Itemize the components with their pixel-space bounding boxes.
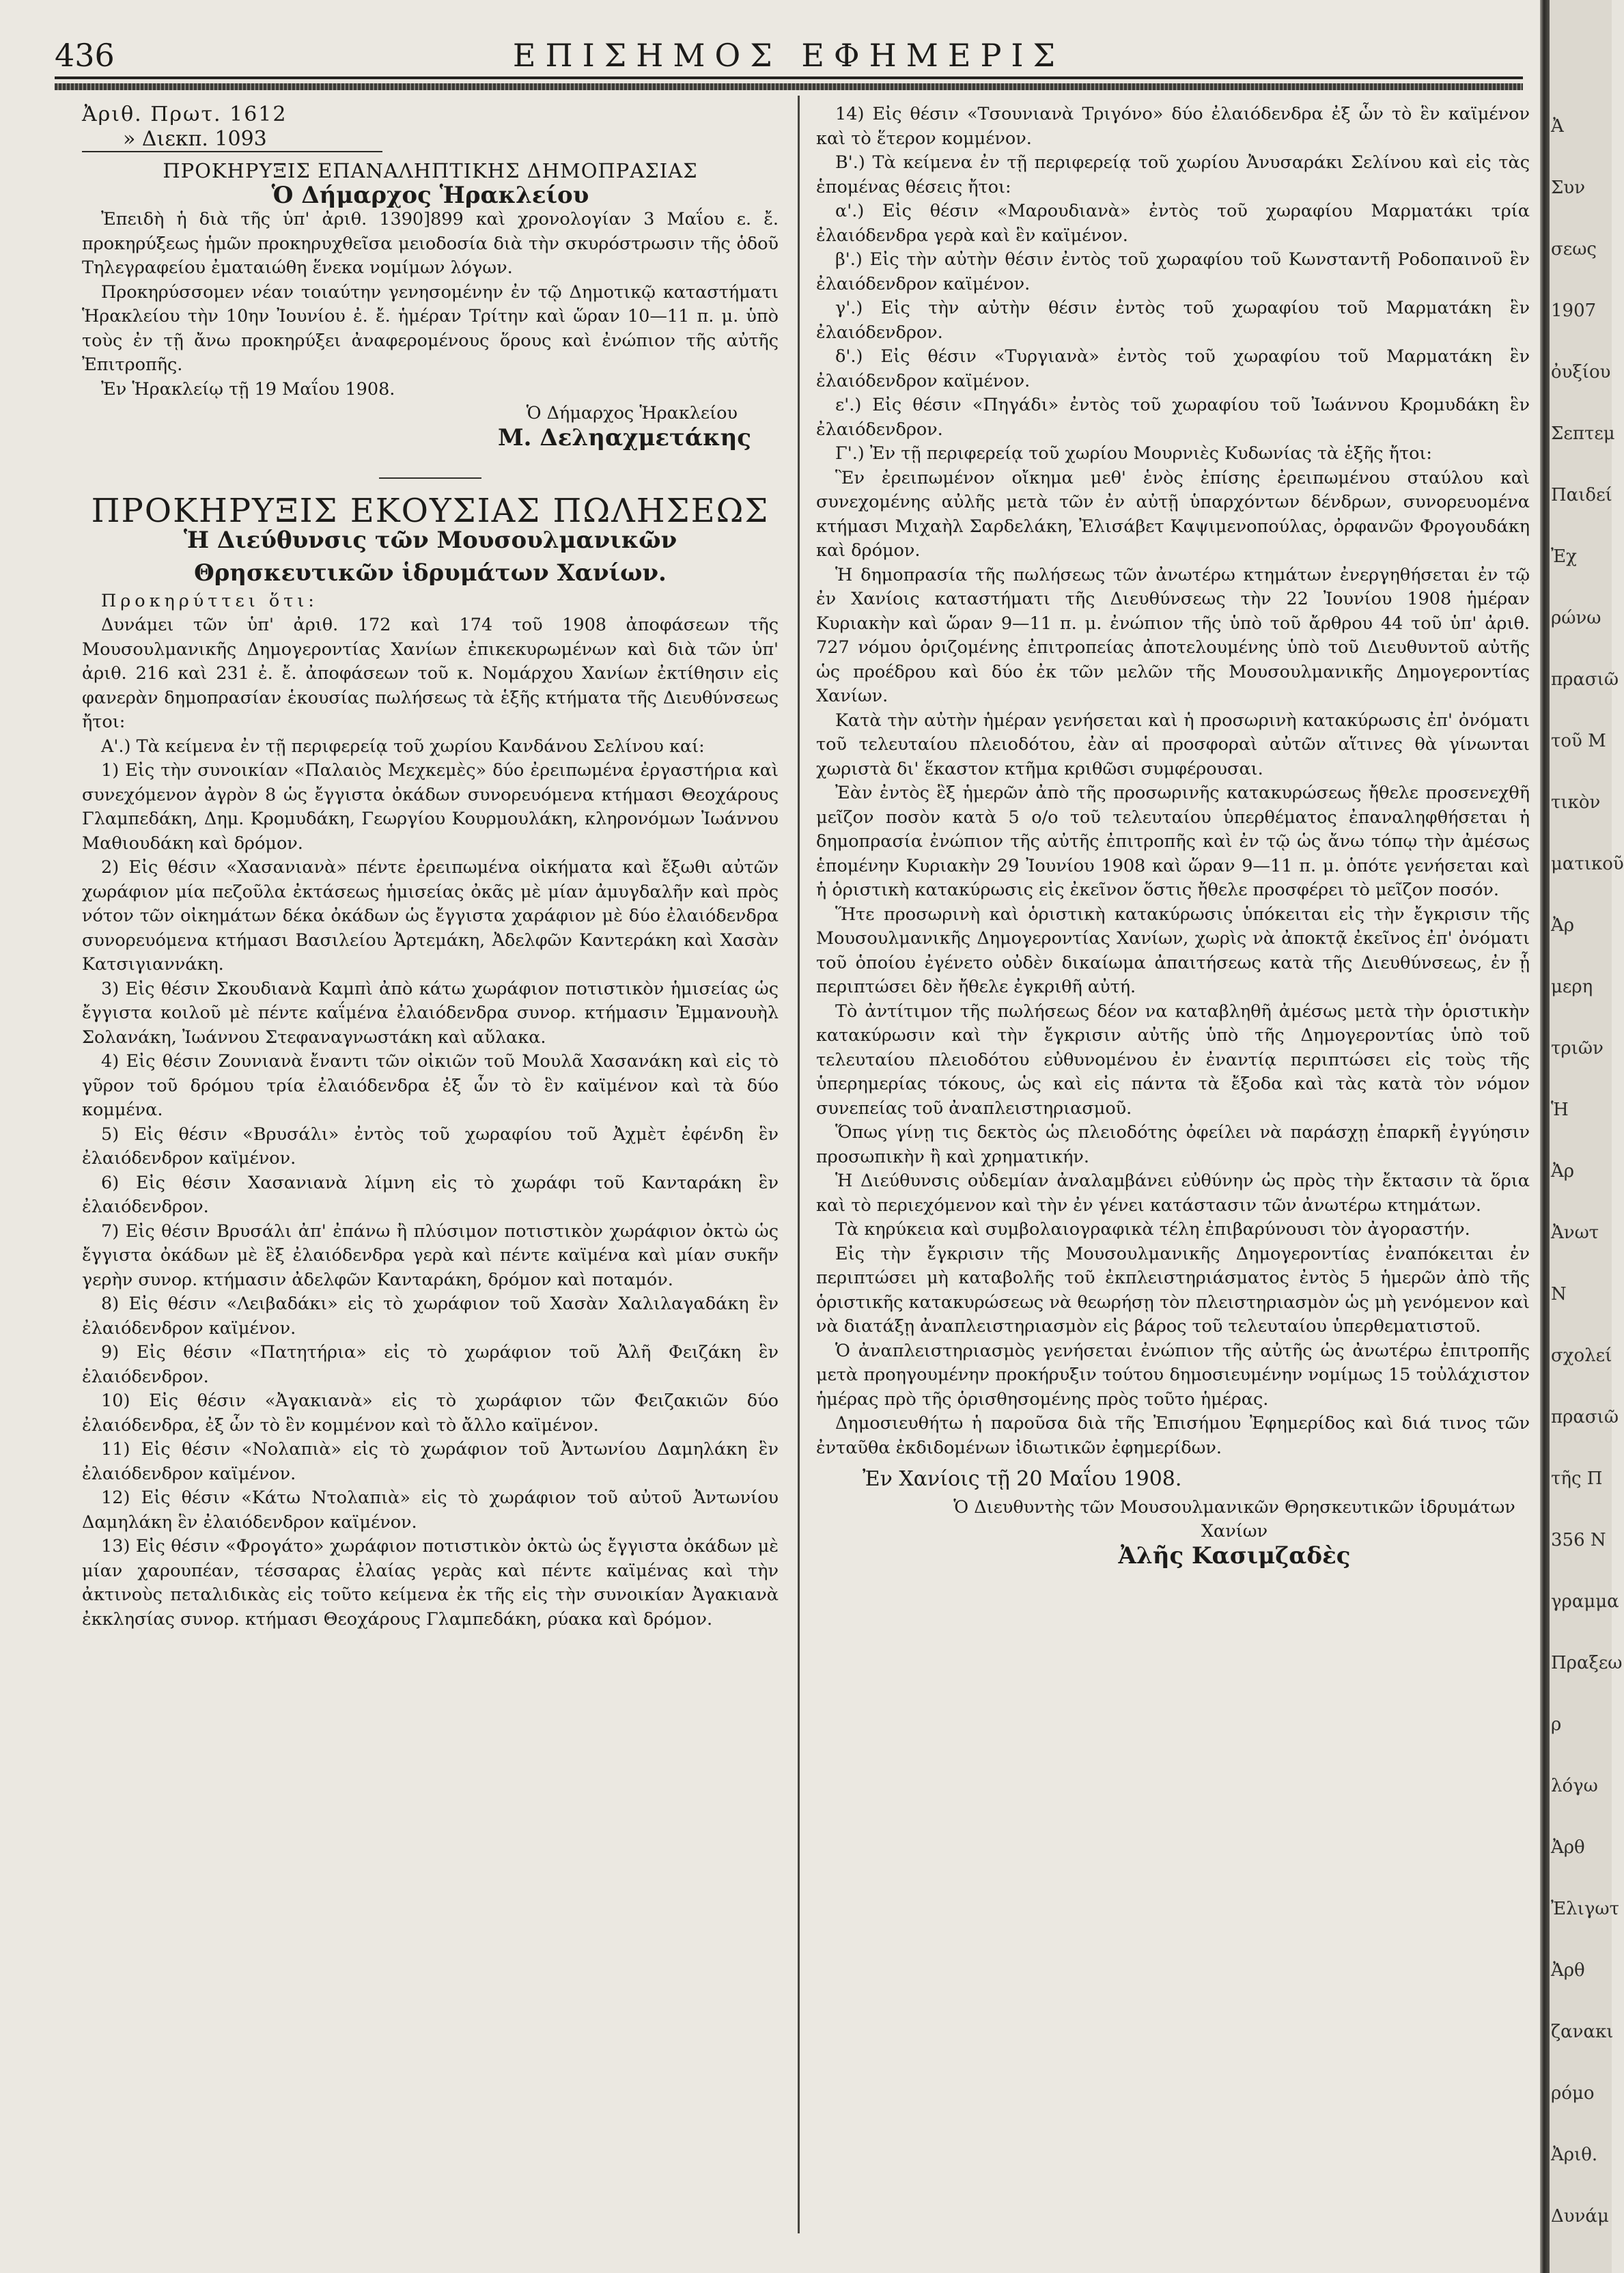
list-item: 3) Εἰς θέσιν Σκουδιανὰ Καμπὶ ἀπὸ κάτω χωράφιον ποτιστικὸν ἡμισείας ὡς ἔγγιστα κοιλοῦ μὲ πέντε καΐμένα ἐλαιόδενδρα συνορ. κτήμασιν Ἐμμανουὴλ Σολανάκη, Ἰωάννου Στεφαναγνωστάκη καὶ αὔλακα. [82, 978, 779, 1048]
sub-item: α'.) Εἰς θέσιν «Μαρουδιανὰ» ἐντὸς τοῦ χωραφίου Μαρματάκι τρία ἐλαιόδενδρα γερὰ καὶ ἓν καϊμένον. [816, 201, 1530, 246]
list-item: 11) Εἰς θέσιν «Νολαπιὰ» εἰς τὸ χωράφιον τοῦ Ἀντωνίου Δαμηλάκη ἓν ἐλαιόδενδρον καϊμένον. [82, 1439, 779, 1484]
section-divider [379, 477, 481, 479]
sub-item: β'.) Εἰς τὴν αὐτὴν θέσιν ἐντὸς τοῦ χωραφίου τοῦ Κωνσταντῆ Ροδοπαινοῦ ἓν ἐλαιόδενδρον καϊμένον. [816, 249, 1530, 294]
next-page-fragment: Ἐλιγωτ [1551, 1899, 1619, 1919]
next-page-fragment: τριῶν [1551, 1038, 1604, 1059]
notice-issuer: Ὁ Δήμαρχος Ἡρακλείου [271, 181, 589, 209]
section-heading: Α'.) Τὰ κείμενα ἐν τῇ περιφερείᾳ τοῦ χωρίου Κανδάνου Σελίνου καί: [101, 736, 705, 757]
body-paragraph: Ὁ ἀναπλειστηριασμὸς γενήσεται ἐνώπιον τῆς αὐτῆς ὡς ἀνωτέρω ἐπιτροπῆς μετὰ προηγουμένην προκήρυξιν τούτου δημοσιευμένην νομίμως 15 τοὐλάχιστον ἡμέρας πρὸ τῆς ὁρισθησομένης πρὸς τοῦτο ἡμέρας. [816, 1340, 1530, 1410]
body-paragraph: Ἐὰν ἐντὸς ἓξ ἡμερῶν ἀπὸ τῆς προσωρινῆς κατακυρώσεως ἤθελε προσενεχθῆ μεῖζον ποσὸν κατὰ 5 ο/ο τοῦ τελευταίου ὑπερθέματος ἐπαναληφθήσεται ἡ δημοπρασία ἐνώπιον τῆς αὐτῆς ἐπιτροπῆς καὶ ἐν τῷ ὡς ἄνω τόπῳ τὴν ἀμέσως ἑπομένην Κυριακὴν 29 Ἰουνίου 1908 καὶ ὥραν 9—11 π. μ. ὁπότε γενήσεται καὶ ἡ ὁριστικὴ κατακύρωσις εἰς ἐκεῖνον ὅστις ἤθελε προσφέρει τὸ μεῖζον ποσόν. [816, 783, 1530, 900]
header-ornament-rule [55, 83, 1523, 90]
next-page-fragment: ρόμο [1551, 2083, 1595, 2104]
next-page-fragment: τοῦ Μ [1551, 731, 1606, 751]
next-page-fragment: τῆς Π [1551, 1468, 1603, 1489]
proclamation-line: Προκηρύττει ὅτι: [101, 590, 318, 611]
next-page-fragment: Συν [1551, 178, 1585, 198]
next-page-fragment: ματικοῦ [1551, 854, 1624, 874]
next-page-fragment: πρασιῶ [1551, 1407, 1619, 1427]
body-paragraph: Ἡ Διεύθυνσις οὐδεμίαν ἀναλαμβάνει εὐθύνην ὡς πρὸς τὴν ἔκτασιν τὰ ὅρια καὶ τὸ περιεχόμενον καὶ τὴν ἐν γένει κατάστασιν τῶν ἀνωτέρω κτημάτων. [816, 1171, 1530, 1216]
list-item: 13) Εἰς θέσιν «Φρογάτο» χωράφιον ποτιστικὸν ὀκτὼ ὡς ἔγγιστα ὀκάδων μὲ μίαν χαρουπέαν, τέσσαρας ἐλαίας γερὰς καὶ πέντε καϊμένας καὶ τὴν ἀκτινοὺς πεταλιδικὰς εἰς τοῦτο κείμενα ἐκ τῆς εἰς τὴν συνοικίαν Ἀγακιανὰ ἐκκλησίας συνορ. κτήμασι Θεοχάρους Γλαμπεδάκη, ρύακα καὶ δρόμον. [82, 1536, 779, 1630]
next-page-fragment: τικὸν [1551, 792, 1601, 813]
gazette-title: ΕΠΙΣΗΜΟΣ ΕΦΗΜΕΡΙΣ [512, 37, 1065, 74]
next-page-fragment: ζανακι [1551, 2022, 1614, 2042]
signature-title: Ὁ Διευθυντὴς τῶν Μουσουλμανικῶν Θρησκευτικῶν ἱδρυμάτων Χανίων [953, 1496, 1515, 1542]
body-paragraph: Ἓν ἐρειπωμένον οἴκημα μεθ' ἑνὸς ἐπίσης ἐρειπωμένου σταύλου καὶ συνεχομένης αὐλῆς μετὰ τῶν ἐν αὐτῇ ὑπαρχόντων δένδρων, συνορευομένα κτήμασι Μιχαὴλ Σαρδελάκη, Ἐλισάβετ Καψιμενοπούλας, ὀρφανῶν Φρογουδάκη καὶ δρόμον. [816, 467, 1530, 561]
page-fold-shadow [1540, 0, 1550, 2273]
next-page-fragment: ρώνω [1551, 608, 1601, 628]
next-page-fragment: γραμμα [1551, 1591, 1619, 1612]
dispatch-number: » Διεκπ. 1093 [123, 126, 267, 151]
page-header [55, 34, 1523, 75]
notice-date: Ἐν Ἡρακλείῳ τῇ 19 Μαΐου 1908. [101, 378, 395, 400]
next-page-fragment: Ἀριθ. [1551, 2145, 1598, 2165]
next-page-fragment: Ἐχ [1551, 546, 1577, 567]
body-paragraph: Δημοσιευθήτω ἡ παροῦσα διὰ τῆς Ἐπισήμου Ἐφημερίδος καὶ διά τινος τῶν ἐνταῦθα ἐκδιδομένων ἰδιωτικῶν ἐφημερίδων. [816, 1413, 1530, 1458]
next-page-fragment: Ν [1551, 1284, 1567, 1305]
list-item: 2) Εἰς θέσιν «Χασανιανὰ» πέντε ἐρειπωμένα οἰκήματα καὶ ἔξωθι αὐτῶν χωράφιον μία πεζοῦλα ἐκτάσεως ἡμισείας ὀκᾶς μὲ μίαν ἀμυγδαλῆν καὶ πρὸς νότον τῶν οἰκημάτων δέκα ὀκάδων ὡς ἔγγιστα χαράφιον μὲ δύο ἐλαιόδενδρα συνορευόμενα κτήμασι Βασιλείου Ἀρτεμάκη, Ἀδελφῶν Καντεράκη καὶ Χασὰν Κατσιγιαννάκη. [82, 857, 779, 975]
page-number: 436 [55, 37, 115, 74]
sale-notice-title: ΠΡΟΚΗΡΥΞΙΣ ΕΚΟΥΣΙΑΣ ΠΩΛΗΣΕΩΣ [91, 492, 770, 530]
body-paragraph: Κατὰ τὴν αὐτὴν ἡμέραν γενήσεται καὶ ἡ προσωρινὴ κατακύρωσις ἐπ' ὀνόματι τοῦ τελευταίου πλειοδότου, ἐὰν αἱ προσφοραὶ αὐτῶν αἵτινες θὰ γίνωνται χωριστὰ δι' ἕκαστον κτῆμα κριθῶσι συμφέρουσαι. [816, 710, 1530, 779]
next-page-fragment: Παιδεί [1551, 485, 1612, 505]
column-separator [798, 96, 800, 2233]
next-page-fragment: Πραξεω [1551, 1653, 1623, 1673]
body-paragraph: Εἰς τὴν ἔγκρισιν τῆς Μουσουλμανικῆς Δημογεροντίας ἐναπόκειται ἐν περιπτώσει μὴ καταβολῆς τοῦ ἐκπλειστηριάσματος ἐντὸς 5 ἡμερῶν ἀπὸ τῆς ὁριστικῆς κατακυρώσεως νὰ θεωρήσῃ τὸν πλειστηριασμὸν ὡς μὴ γενόμενον καὶ νὰ διατάξῃ ἀναπλειστηριασμὸν εἰς βάρος τοῦ τελευταίου ὑπερθεματιστοῦ. [816, 1243, 1530, 1337]
sub-item: γ'.) Εἰς τὴν αὐτὴν θέσιν ἐντὸς τοῦ χωραφίου τοῦ Μαρματάκη ἓν ἐλαιόδενδρον. [816, 298, 1530, 343]
next-page-fragment: σχολεί [1551, 1345, 1612, 1366]
next-page-fragment: Ἀρθ [1551, 1960, 1585, 1981]
next-page-fragment: ὀυξίου [1551, 362, 1611, 382]
signature-name: Μ. Δεληαχμετάκης [498, 423, 751, 451]
protocol-number: Ἀριθ. Πρωτ. 1612 [82, 102, 288, 126]
next-page-fragment: Σεπτεμ [1551, 423, 1615, 444]
next-page-fragment: Ἀρ [1551, 915, 1575, 936]
adjacent-page-edge [1550, 0, 1624, 2273]
signature-name: Ἀλῆς Κασιμζαδὲς [1118, 1542, 1351, 1570]
next-page-fragment: Ἀρ [1551, 1161, 1575, 1182]
next-page-fragment: Δυνάμ [1551, 2206, 1609, 2227]
next-page-fragment: Ἀνωτ [1551, 1223, 1599, 1243]
body-paragraph: Ὅπως γίνῃ τις δεκτὸς ὡς πλειοδότης ὀφείλει νὰ παράσχῃ ἐπαρκῆ ἐγγύησιν προσωπικὴν ἢ καὶ χρηματικήν. [816, 1122, 1530, 1167]
sub-item: ε'.) Εἰς θέσιν «Πηγάδι» ἐντὸς τοῦ χωραφίου τοῦ Ἰωάννου Κρομυδάκη ἓν ἐλαιόδενδρον. [816, 395, 1530, 440]
left-column [82, 102, 779, 1632]
section-heading: Β'.) Τὰ κείμενα ἐν τῇ περιφερείᾳ τοῦ χωρίου Ἀνυσαράκι Σελίνου καὶ εἰς τὰς ἑπομένας θέσεις ἤτοι: [816, 152, 1530, 197]
list-item: 1) Εἰς τὴν συνοικίαν «Παλαιὸς Μεχκεμὲς» δύο ἐρειπωμένα ἐργαστήρια καὶ συνεχόμενον ἀγρὸν 8 ὡς ἔγγιστα ὀκάδων συνορευόμενα κτήμασι Θεοχάρους Γλαμπεδάκη, Δημ. Κρομυδάκη, Γεωργίου Κουρμουλάκη, κληρονόμων Ἰωάννου Μαθιουδάκη καὶ δρόμον. [82, 760, 779, 854]
next-page-fragment: 1907 [1551, 301, 1597, 321]
header-rule [55, 76, 1523, 79]
list-item: 8) Εἰς θέσιν «Λειβαδάκι» εἰς τὸ χωράφιον τοῦ Χασὰν Χαλιλαγαδάκη ἓν ἐλαιόδενδρον καϊμένον. [82, 1294, 779, 1339]
notice-paragraph: Δυνάμει τῶν ὑπ' ἀριθ. 172 καὶ 174 τοῦ 1908 ἀποφάσεων τῆς Μουσουλμανικῆς Δημογεροντίας Χανίων ἐπικεκυρωμένων καὶ διὰ τῶν ὑπ' ἀριθ. 216 καὶ 231 ἐ. ἔ. ἀποφάσεων τοῦ κ. Νομάρχου Χανίων ἐκτίθησιν εἰς φανερὰν δημοπρασίαν ἑκουσίας πωλήσεως τὰ ἑξῆς κτήματα τῆς Διευθύνσεως ἤτοι: [82, 615, 779, 732]
sub-item: δ'.) Εἰς θέσιν «Τυργιανὰ» ἐντὸς τοῦ χωραφίου τοῦ Μαρματάκη ἓν ἐλαιόδενδρον καϊμένον. [816, 346, 1530, 391]
right-column [816, 102, 1530, 1568]
body-paragraph: Τὸ ἀντίτιμον τῆς πωλήσεως δέον να καταβληθῆ ἀμέσως μετὰ τὴν ὁριστικὴν κατακύρωσιν καὶ τὴν ἔγκρισιν αὐτῆς ὑπὸ τῆς Δημογεροντίας ὑπὸ τοῦ τελευταίου πλειοδότου εὐθυνομένου ἐν ἐναντίᾳ περιπτώσει εἰς τοὺς τῆς ὑπερημερίας τόκους, ὡς καὶ εἰς πάντα τὰ ἔξοδα καὶ τὰς κατὰ τὸν νόμον συνεπείας τοῦ ἀναπλειστηριασμοῦ. [816, 1001, 1530, 1119]
sale-notice-issuer: Ἡ Διεύθυνσις τῶν Μουσουλμανικῶν Θρησκευτικῶν ἱδρυμάτων Χανίων. [183, 526, 677, 587]
section-heading: Γ'.) Ἐν τῇ περιφερείᾳ τοῦ χωρίου Μουρνιὲς Κυδωνίας τὰ ἑξῆς ἤτοι: [835, 443, 1433, 464]
list-item: 14) Εἰς θέσιν «Τσουνιανὰ Τριγόνο» δύο ἐλαιόδενδρα ἐξ ὧν τὸ ἓν καϊμένον καὶ τὸ ἕτερον κομμένον. [816, 104, 1530, 149]
list-item: 7) Εἰς θέσιν Βρυσάλι ἀπ' ἐπάνω ἢ πλύσιμον ποτιστικὸν χωράφιον ὀκτὼ ὡς ἔγγιστα ὀκάδων μὲ ἓξ ἐλαιόδενδρα γερὰ καὶ πέντε καϊμένα καὶ μίαν συκῆν γερὴν συνορ. κτήμασιν ἀδελφῶν Κανταράκη, δρόμον καὶ ποταμόν. [82, 1221, 779, 1290]
notice-date: Ἐν Χανίοις τῇ 20 Μαΐου 1908. [863, 1467, 1182, 1491]
list-item: 10) Εἰς θέσιν «Ἀγακιανὰ» εἰς τὸ χωράφιον τῶν Φειζακιῶν δύο ἐλαιόδενδρα, ἐξ ὧν τὸ ἓν κομμένον καὶ τὸ ἄλλο καϊμένον. [82, 1391, 779, 1436]
body-paragraph: Τὰ κηρύκεια καὶ συμβολαιογραφικὰ τέλη ἐπιβαρύνουσι τὸν ἀγοραστήν. [835, 1219, 1470, 1240]
list-item: 4) Εἰς θέσιν Ζουνιανὰ ἔναντι τῶν οἰκιῶν τοῦ Μουλᾶ Χασανάκη καὶ εἰς τὸ γῦρον τοῦ δρόμου τρία ἐλαιόδενδρα ἐξ ὧν τὸ ἓν καϊμένον καὶ τὰ δύο κομμένα. [82, 1051, 779, 1120]
list-item: 9) Εἰς θέσιν «Πατητήρια» εἰς τὸ χωράφιον τοῦ Ἀλῆ Φειζάκη ἓν ἐλαιόδενδρον. [82, 1342, 779, 1387]
next-page-fragment: Ἡ [1551, 1100, 1569, 1120]
next-page-fragment: μερη [1551, 977, 1593, 997]
body-paragraph: Ἥτε προσωρινὴ καὶ ὁριστικὴ κατακύρωσις ὑπόκειται εἰς τὴν ἔγκρισιν τῆς Μουσουλμανικῆς Δημογεροντίας Χανίων, χωρὶς νὰ ἀποκτᾷ ἐκεῖνος ἐπ' ὀνόματι τοῦ ὁποίου ἐγένετο οὐδὲν δικαίωμα ἀπαιτήσεως κατὰ τῆς Διευθύνσεως, ἐν ᾗ περιπτώσει δὲν ἤθελε ἐγκριθῆ αὐτή. [816, 904, 1530, 997]
list-item: 12) Εἰς θέσιν «Κάτω Ντολαπιὰ» εἰς τὸ χωράφιον τοῦ αὐτοῦ Ἀντωνίου Δαμηλάκη ἓν ἐλαιόδενδρον καϊμένον. [82, 1488, 779, 1533]
next-page-fragment: ρ [1551, 1714, 1562, 1735]
notice-paragraph: Ἐπειδὴ ἡ διὰ τῆς ὑπ' ἀριθ. 1390]899 καὶ χρονολογίαν 3 Μαΐου ε. ἔ. προκηρύξεως ἡμῶν προκηρυχθεῖσα μειοδοσία διὰ τὴν σκυρόστρωσιν τῆς ὁδοῦ Τηλεγραφείου ἐματαιώθη ἕνεκα νομίμων λόγων. [82, 209, 779, 278]
reference-block [82, 102, 382, 152]
list-item: 6) Εἰς θέσιν Χασανιανὰ λίμνη εἰς τὸ χωράφι τοῦ Κανταράκη ἓν ἐλαιόδενδρον. [82, 1172, 779, 1217]
signature-title: Ὁ Δήμαρχος Ἡρακλείου [526, 403, 738, 423]
notice-title: ΠΡΟΚΗΡΥΞΙΣ ΕΠΑΝΑΛΗΠΤΙΚΗΣ ΔΗΜΟΠΡΑΣΙΑΣ [163, 159, 698, 182]
notice-paragraph: Προκηρύσσομεν νέαν τοιαύτην γενησομένην ἐν τῷ Δημοτικῷ καταστήματι Ἡρακλείου τὴν 10ην Ἰουνίου ἐ. ἔ. ἡμέραν Τρίτην καὶ ὥραν 10—11 π. μ. ὑπὸ τοὺς ἐν τῇ ἄνω προκηρύξει ἀναφερομένους ὅρους καὶ ἐνώπιον τῆς αὐτῆς Ἐπιτροπῆς. [82, 281, 779, 375]
next-page-fragment: λόγω [1551, 1776, 1598, 1796]
next-page-fragment: 356 Ν [1551, 1530, 1606, 1550]
next-page-fragment: σεως [1551, 239, 1597, 260]
next-page-fragment: Ἀρθ [1551, 1837, 1585, 1858]
body-paragraph: Ἡ δημοπρασία τῆς πωλήσεως τῶν ἀνωτέρω κτημάτων ἐνεργηθήσεται ἐν τῷ ἐν Χανίοις καταστήματι τῆς Διευθύνσεως τὴν 22 Ἰουνίου 1908 ἡμέραν Κυριακὴν καὶ ὥραν 9—11 π. μ. ἐνώπιον τῆς ὑπὸ τοῦ ἄρθρου 44 τοῦ ὑπ' ἀριθ. 727 νόμου ὁριζομένης ἐπιτροπείας ἀποτελουμένης ὑπὸ τοῦ Διευθυντοῦ αὐτῆς ὡς προέδρου καὶ δύο ἐκ τῶν μελῶν τῆς Μουσουλμανικῆς Δημογεροντίας Χανίων. [816, 564, 1530, 706]
next-page-fragment: Ἀ [1551, 116, 1564, 137]
list-item: 5) Εἰς θέσιν «Βρυσάλι» ἐντὸς τοῦ χωραφίου τοῦ Ἀχμὲτ ἐφένδη ἓν ἐλαιόδενδρον καϊμένον. [82, 1124, 779, 1169]
next-page-fragment: πρασιῶ [1551, 669, 1619, 690]
